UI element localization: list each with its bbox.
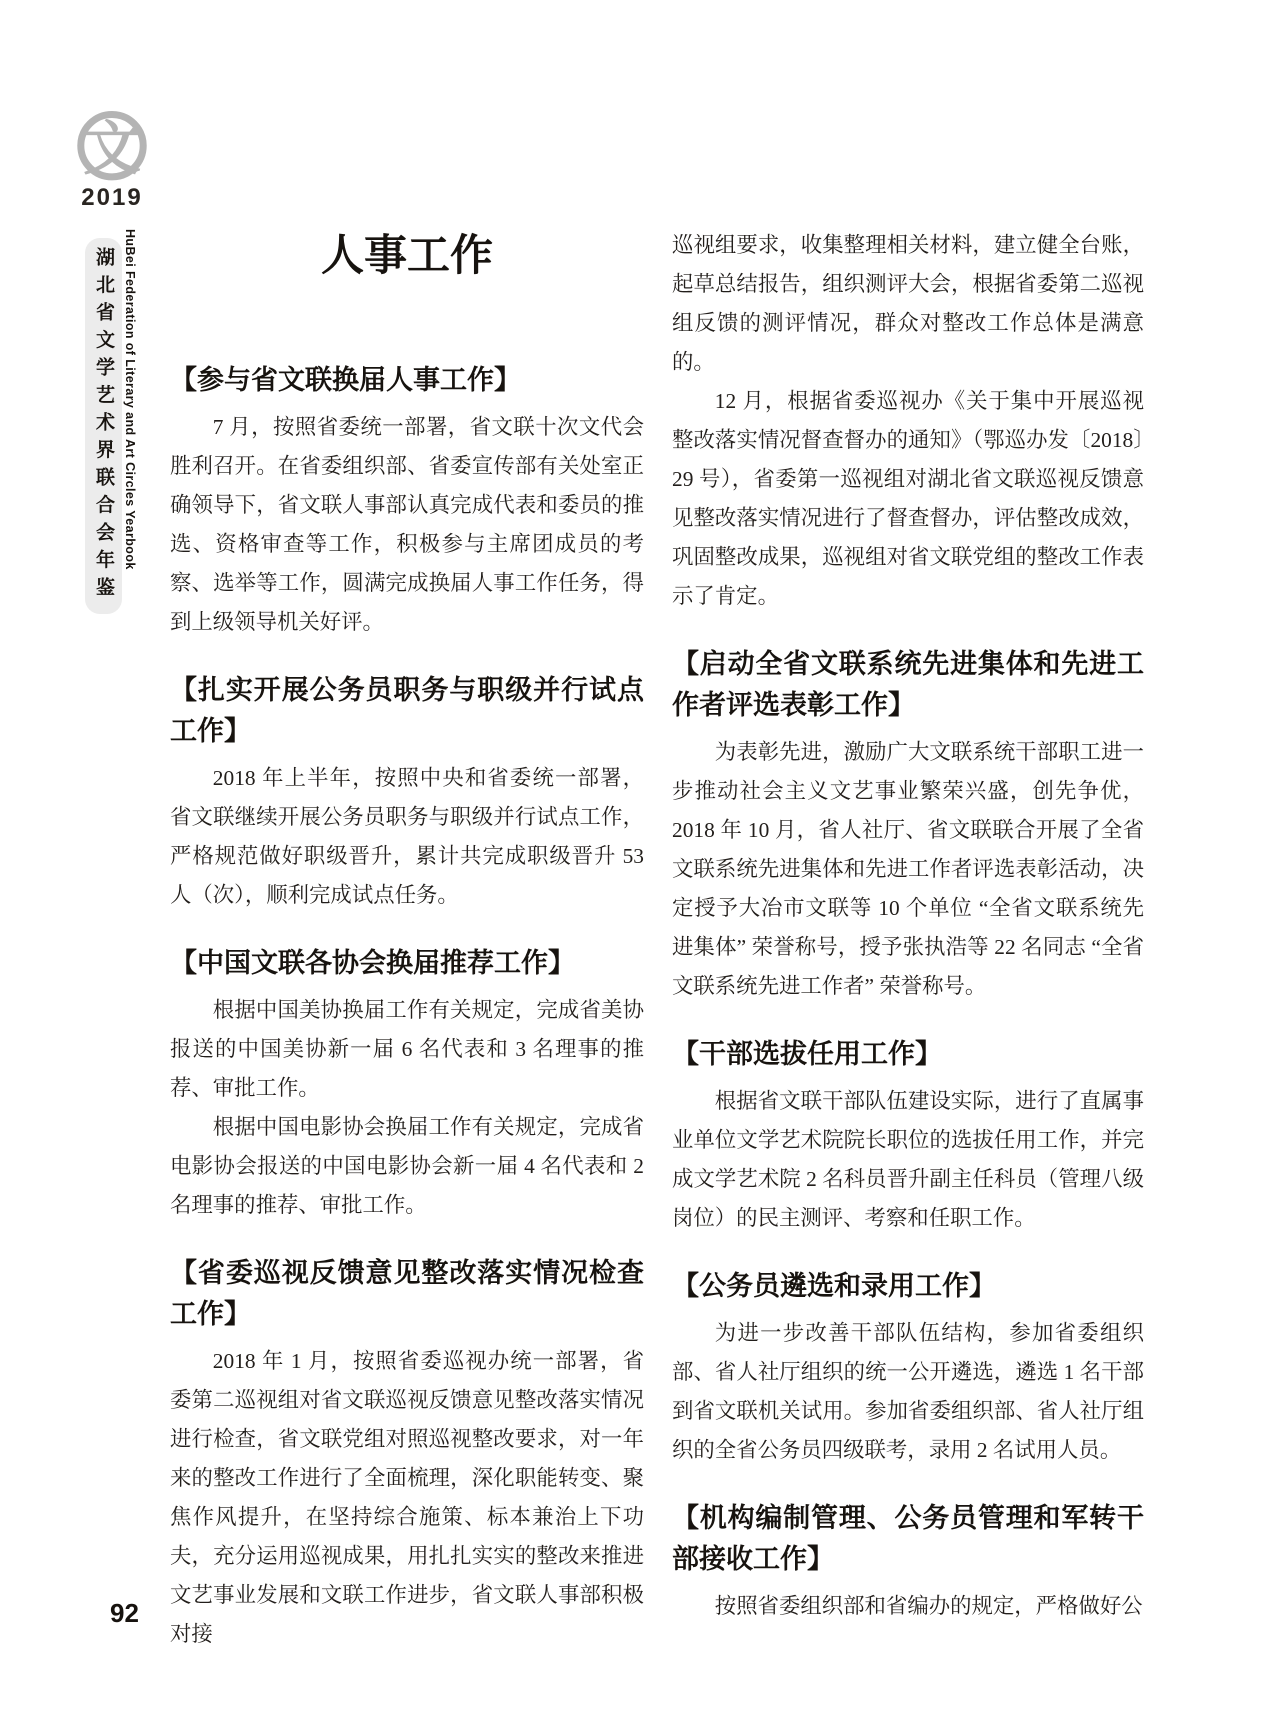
- document-title: 人事工作: [321, 232, 493, 280]
- year-label: 2019: [81, 184, 143, 211]
- section-heading-cadre-selection: 【干部选拔任用工作】: [672, 1039, 942, 1069]
- paragraph: 巡视组要求，收集整理相关材料，建立健全台账，起草总结报告，组织测评大会，根据省委第二巡视组反馈的测评情况，群众对整改工作总体是满意的。: [672, 233, 1144, 374]
- paragraph: 2018 年 1 月，按照省委巡视办统一部署，省委第二巡视组对省文联巡视反馈意见整改落实情况进行检查，省文联党组对照巡视整改要求，对一年来的整改工作进行了全面梳理，深化职能转变、聚焦作风提升，在坚持综合施策、标本兼治上下功夫，充分运用巡视成果，用扎扎实实的整改来推进文艺事业发展和文联工作进步，省文联人事部积极对接: [170, 1349, 644, 1646]
- paragraph: 为表彰先进，激励广大文联系统干部职工进一步推动社会主义文艺事业繁荣兴盛，创先争优，2018 年 10 月，省人社厅、省文联联合开展了全省文联系统先进集体和先进工作者评选表彰活动，决定授予大冶市文联等 10 个单位 “全省文联系统先进集体” 荣誉称号，授予张执浩等 22 名同志 “全省文联系统先进工作者” 荣誉称号。: [672, 740, 1144, 998]
- section-heading-advanced-collectives-award: 【启动全省文联系统先进集体和先进工作者评选表彰工作】: [672, 649, 1144, 720]
- paragraph: 12 月，根据省委巡视办《关于集中开展巡视整改落实情况督查督办的通知》（鄂巡办发〔2018〕29 号），省委第一巡视组对湖北省文联巡视反馈意见整改落实情况进行了督查督办，评估整改成效，巩固整改成果，巡视组对省文联党组的整改工作表示了肯定。: [672, 389, 1144, 608]
- paragraph: 7 月，按照省委统一部署，省文联十次文代会胜利召开。在省委组织部、省委宣传部有关处室正确领导下，省文联人事部认真完成代表和委员的推选、资格审查等工作，积极参与主席团成员的考察、选举等工作，圆满完成换届人事工作任务，得到上级领导机关好评。: [170, 415, 644, 634]
- section-heading-inspection-rectification: 【省委巡视反馈意见整改落实情况检查工作】: [170, 1258, 644, 1329]
- paragraph: 根据中国电影协会换届工作有关规定，完成省电影协会报送的中国电影协会新一届 4 名代表和 2 名理事的推荐、审批工作。: [170, 1115, 644, 1217]
- section-heading-civil-servant-pilot: 【扎实开展公务员职务与职级并行试点工作】: [170, 675, 644, 746]
- sidebar-title-chinese: 湖北省文学艺术界联合会年鉴: [85, 238, 122, 614]
- right-column: [672, 226, 1144, 1626]
- federation-logo: [73, 108, 151, 188]
- page-number: 92: [110, 1598, 139, 1628]
- left-column: [170, 226, 644, 1654]
- section-heading-association-recommendation: 【中国文联各协会换届推荐工作】: [170, 948, 575, 978]
- paragraph: 根据中国美协换届工作有关规定，完成省美协报送的中国美协新一届 6 名代表和 3 名理事的推荐、审批工作。: [170, 998, 644, 1100]
- section-heading-civil-servant-recruitment: 【公务员遴选和录用工作】: [672, 1271, 996, 1301]
- sidebar-title-english: HuBei Federation of Literary and Art Circles Yearbook: [123, 229, 137, 570]
- paragraph: 2018 年上半年，按照中央和省委统一部署，省文联继续开展公务员职务与职级并行试点工作，严格规范做好职级晋升，累计共完成职级晋升 53 人（次），顺利完成试点任务。: [170, 766, 644, 907]
- paragraph: 按照省委组织部和省编办的规定，严格做好公: [714, 1594, 1143, 1618]
- section-heading-organization-management: 【机构编制管理、公务员管理和军转干部接收工作】: [672, 1503, 1144, 1574]
- logo-glyph: 文: [83, 117, 141, 182]
- section-heading-federation-reelection: 【参与省文联换届人事工作】: [170, 365, 521, 395]
- paragraph: 为进一步改善干部队伍结构，参加省委组织部、省人社厅组织的统一公开遴选，遴选 1 名干部到省文联机关试用。参加省委组织部、省人社厅组织的全省公务员四级联考，录用 2 名试用人员。: [672, 1321, 1144, 1462]
- paragraph: 根据省文联干部队伍建设实际，进行了直属事业单位文学艺术院院长职位的选拔任用工作，并完成文学艺术院 2 名科员晋升副主任科员（管理八级岗位）的民主测评、考察和任职工作。: [672, 1089, 1144, 1230]
